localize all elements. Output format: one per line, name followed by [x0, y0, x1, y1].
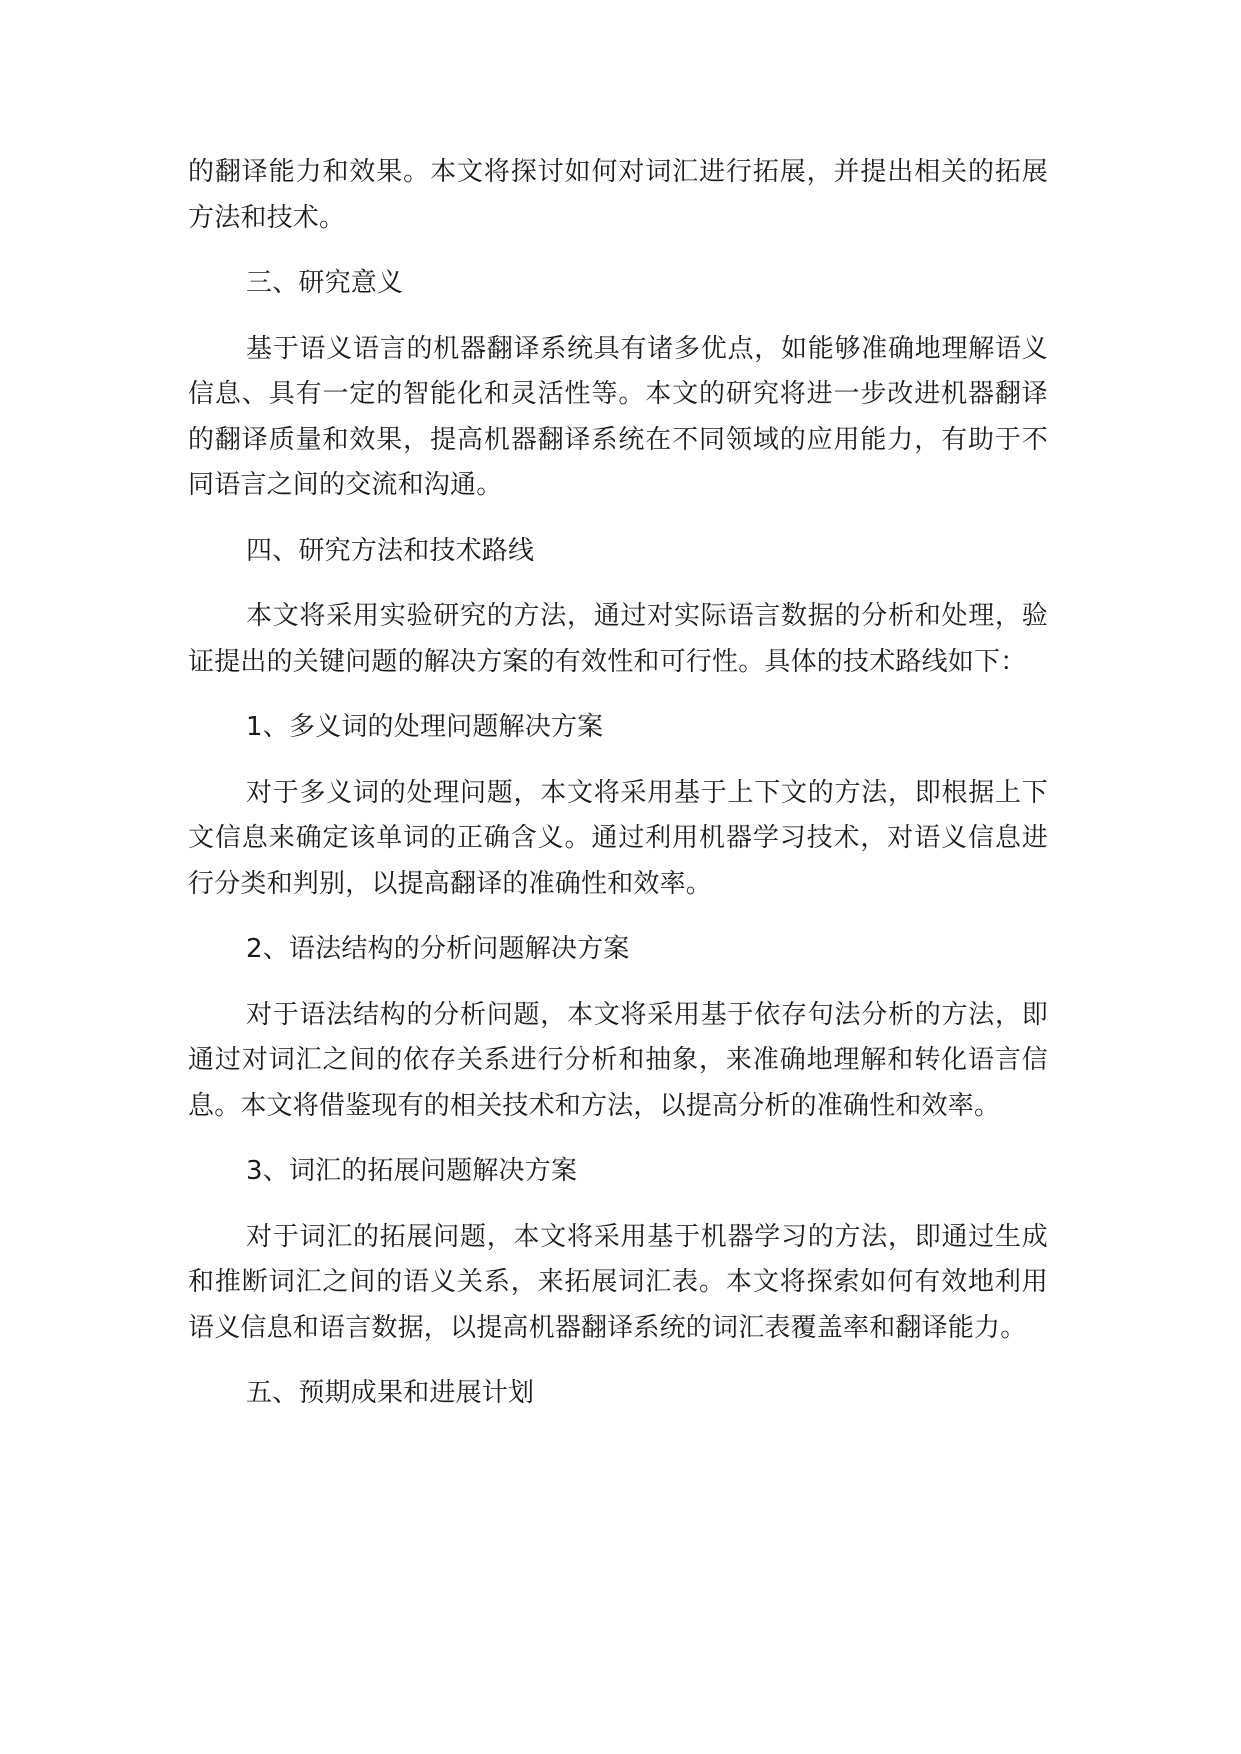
section-heading-research-significance: 三、研究意义	[246, 268, 404, 298]
subheading-syntax: 2、语法结构的分析问题解决方案	[246, 934, 630, 964]
section-heading-expected-results: 五、预期成果和进展计划	[246, 1378, 535, 1408]
paragraph-polysemy: 对于多义词的处理问题，本文将采用基于上下文的方法，即根据上下文信息来确定该单词的正确含义。通过利用机器学习技术，对语义信息进行分类和判别，以提高翻译的准确性和效率。	[188, 777, 1048, 899]
document-page	[188, 150, 1048, 1417]
subheading-polysemy: 1、多义词的处理问题解决方案	[246, 712, 604, 742]
paragraph-research-significance: 基于语义语言的机器翻译系统具有诸多优点，如能够准确地理解语义信息、具有一定的智能化和灵活性等。本文的研究将进一步改进机器翻译的翻译质量和效果，提高机器翻译系统在不同领域的应用能力，有助于不同语言之间的交流和沟通。	[188, 333, 1048, 500]
paragraph-syntax: 对于语法结构的分析问题，本文将采用基于依存句法分析的方法，即通过对词汇之间的依存关系进行分析和抽象，来准确地理解和转化语言信息。本文将借鉴现有的相关技术和方法，以提高分析的准确性和效率。	[188, 999, 1048, 1121]
subheading-vocabulary: 3、词汇的拓展问题解决方案	[246, 1156, 578, 1186]
paragraph-continuation: 的翻译能力和效果。本文将探讨如何对词汇进行拓展，并提出相关的拓展方法和技术。	[188, 157, 1048, 233]
paragraph-methods: 本文将采用实验研究的方法，通过对实际语言数据的分析和处理，验证提出的关键问题的解决方案的有效性和可行性。具体的技术路线如下：	[188, 601, 1048, 677]
section-heading-methods: 四、研究方法和技术路线	[246, 535, 535, 566]
paragraph-vocabulary: 对于词汇的拓展问题，本文将采用基于机器学习的方法，即通过生成和推断词汇之间的语义关系，来拓展词汇表。本文将探索如何有效地利用语义信息和语言数据，以提高机器翻译系统的词汇表覆盖率和翻译能力。	[188, 1221, 1048, 1343]
